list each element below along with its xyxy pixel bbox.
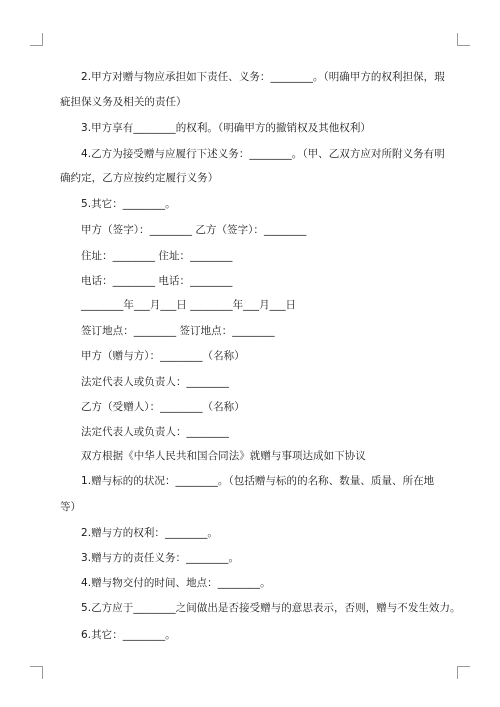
party-b-donee-line: 乙方（受赠人）：________（名称） — [81, 401, 245, 413]
clause-donor-liability-cont: 疵担保义务及相关的责任） — [60, 96, 187, 108]
signing-place-line: 签订地点：________ 签订地点：________ — [81, 325, 275, 337]
clause-donee-obligations: 4.乙方为接受赠与应履行下述义务：________。（甲、乙双方应对所附义务有明 — [81, 148, 445, 160]
clause-donor-liability: 2.甲方对赠与物应承担如下责任、义务：________。（明确甲方的权利担保，瑕 — [81, 71, 445, 83]
clause-donor-rights: 3.甲方享有________的权利。（明确甲方的撤销权及其他权利） — [81, 122, 371, 134]
party-a-representative-line: 法定代表人或负责人：________ — [81, 376, 229, 388]
signature-line: 甲方（签字）：________ 乙方（签字）：________ — [81, 224, 307, 236]
article-other: 6.其它：________。 — [81, 629, 176, 641]
party-a-donor-line: 甲方（赠与方）：________（名称） — [81, 350, 245, 362]
article-acceptance: 5.乙方应于________之间做出是否接受赠与的意思表示，否则，赠与不发生效力。 — [81, 602, 461, 614]
agreement-preamble: 双方根据《中华人民共和国合同法》就赠与事项达成如下协议 — [81, 450, 366, 462]
crop-mark-top-right — [457, 33, 470, 46]
clause-donee-obligations-cont: 确约定，乙方应按约定履行义务） — [60, 172, 219, 184]
clause-other: 5.其它：________。 — [81, 198, 176, 210]
phone-line: 电话：________ 电话：________ — [81, 275, 233, 287]
article-gift-status: 1.赠与标的的状况：________。（包括赠与标的的名称、数量、质量、所在地 — [81, 475, 435, 487]
article-gift-status-cont: 等） — [60, 501, 82, 513]
crop-mark-bottom-left — [30, 666, 43, 679]
article-donor-rights: 2.赠与方的权利：________。 — [81, 527, 218, 539]
crop-mark-top-left — [30, 33, 43, 46]
article-delivery: 4.赠与物交付的时间、地点：________。 — [81, 577, 271, 589]
date-line: ________年___月___日 ________年___月___日 — [81, 299, 297, 311]
crop-mark-bottom-right — [457, 666, 470, 679]
party-b-representative-line: 法定代表人或负责人：________ — [81, 426, 229, 438]
address-line: 住址：________ 住址：________ — [81, 250, 233, 262]
article-donor-duties: 3.赠与方的责任义务：________。 — [81, 552, 240, 564]
